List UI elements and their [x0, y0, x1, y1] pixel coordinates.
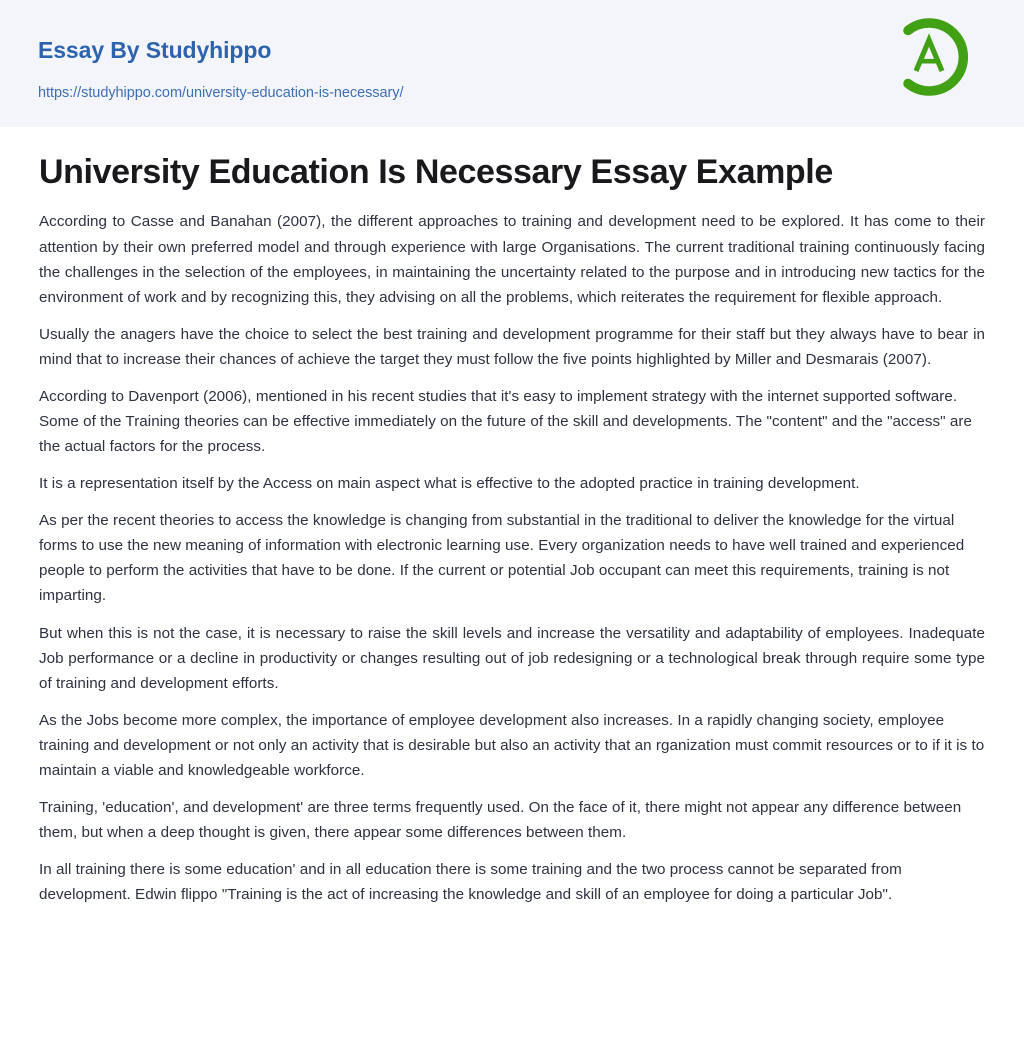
- site-header: [0, 0, 1024, 127]
- source-url-link[interactable]: https://studyhippo.com/university-education-is-necessary/: [38, 85, 404, 101]
- article-paragraph: According to Davenport (2006), mentioned in his recent studies that it's easy to implement strategy with the internet supported software. Some of the Training theories can be effective immediately on the future of the skill and developments. The "content" and the "access" are the actual factors for the process.: [39, 387, 972, 456]
- article-paragraph: Training, 'education', and development' are three terms frequently used. On the face of it, there might not appear any difference between them, but when a deep thought is given, there appear some differences between them.: [39, 799, 962, 842]
- article-paragraph: According to Casse and Banahan (2007), the different approaches to training and development need to be explored. It has come to their attention by their own preferred model and through experience with large Organisations. The current traditional training continuously facing the challenges in the selection of the employees, in maintaining the uncertainty related to the purpose and in introducing new tactics for the environment of work and by recognizing this, they advising on all the problems, which reiterates the requirement for flexible approach.: [39, 213, 985, 306]
- article-paragraph: Usually the anagers have the choice to select the best training and development programme for their staff but they always have to bear in mind that to increase their chances of achieve the target they must follow the five points highlighted by Miller and Desmarais (2007).: [39, 325, 985, 368]
- studyhippo-a-logo-icon: [886, 14, 972, 100]
- article-paragraph: As per the recent theories to access the knowledge is changing from substantial in the traditional to deliver the knowledge for the virtual forms to use the new meaning of information with electronic learning use. Every organization needs to have well trained and experienced people to perform the activities that have to be done. If the current or potential Job occupant can meet this requirements, training is not imparting.: [39, 512, 965, 605]
- brand-name: Essay By Studyhippo: [38, 37, 272, 63]
- article-container: [0, 127, 1024, 907]
- header-inner: [36, 0, 988, 127]
- article-body: [39, 193, 985, 907]
- article-paragraph: In all training there is some education' and in all education there is some training and the two process cannot be separated from development. Edwin flippo "Training is the act of increasing the knowledge and skill of an employee for doing a particular Job".: [39, 861, 902, 904]
- article-paragraph: It is a representation itself by the Access on main aspect what is effective to the adopted practice in training development.: [39, 475, 860, 493]
- page-title: University Education Is Necessary Essay Example: [39, 153, 833, 191]
- article-paragraph: But when this is not the case, it is necessary to raise the skill levels and increase the versatility and adaptability of employees. Inadequate Job performance or a decline in productivity or changes resulting out of job redesigning or a technological break through require some type of training and development efforts.: [39, 624, 985, 692]
- article-paragraph: As the Jobs become more complex, the importance of employee development also increases. In a rapidly changing society, employee training and development or not only an activity that is desirable but also an activity that an rganization must commit resources or to if it is to maintain a viable and knowledgeable workforce.: [39, 711, 985, 779]
